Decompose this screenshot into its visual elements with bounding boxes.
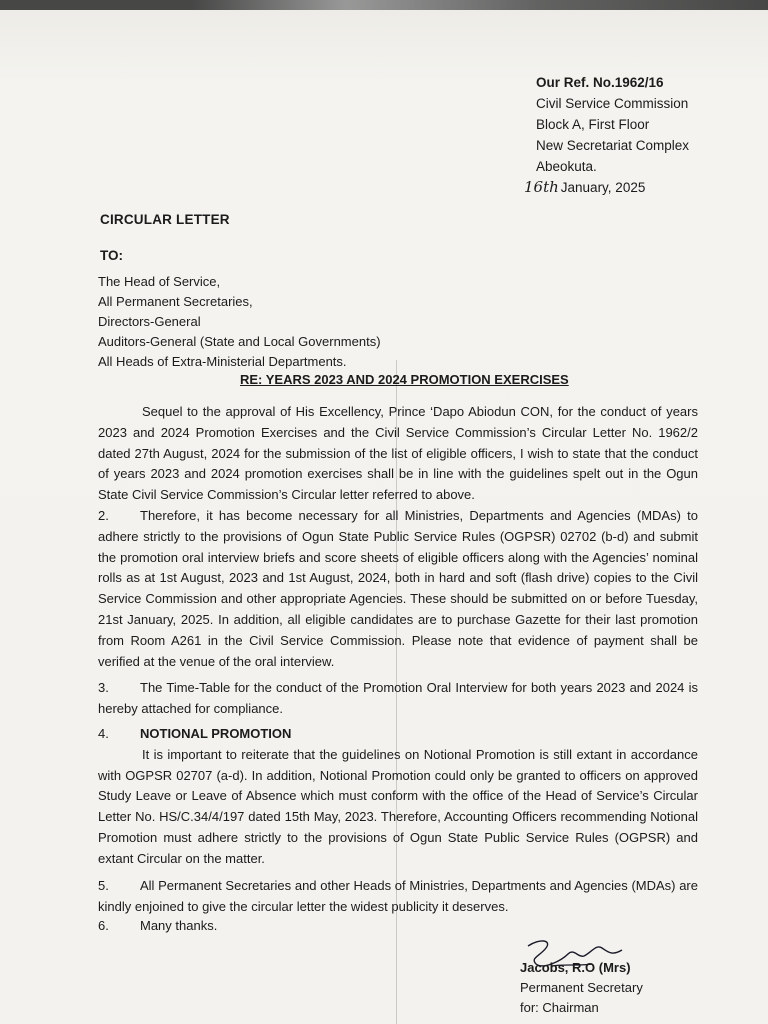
- paragraph-3: [98, 678, 698, 720]
- reference-number: Our Ref. No.1962/16: [536, 75, 664, 90]
- address-line-4: Abeokuta.: [536, 159, 597, 174]
- recipient-item: Auditors-General (State and Local Governments): [98, 334, 381, 349]
- paragraph-5-text: All Permanent Secretaries and other Heads of Ministries, Departments and Agencies (MDAs) are kindly enjoined to give the circular letter the widest publicity it deserves.: [98, 878, 698, 914]
- signatory-for-line: for: Chairman: [520, 1000, 599, 1015]
- recipient-item: All Permanent Secretaries,: [98, 294, 253, 309]
- sender-address-block: [524, 72, 756, 198]
- recipient-item: All Heads of Extra-Ministerial Departments.: [98, 354, 347, 369]
- paragraph-1: [98, 402, 698, 506]
- subject-heading: RE: YEARS 2023 AND 2024 PROMOTION EXERCISES: [240, 372, 569, 387]
- paragraph-6-number: 6.: [98, 918, 109, 933]
- paragraph-3-text: The Time-Table for the conduct of the Promotion Oral Interview for both years 2023 and 2024 is hereby attached for compliance.: [98, 680, 698, 716]
- letter-date: [524, 177, 756, 198]
- signatory-name: Jacobs, R.O (Mrs): [520, 960, 631, 975]
- paragraph-6-text: Many thanks.: [140, 918, 218, 933]
- paragraph-2-number: 2.: [98, 508, 109, 523]
- paragraph-4: [98, 724, 698, 870]
- paragraph-3-number: 3.: [98, 680, 109, 695]
- paragraph-4-text: It is important to reiterate that the guidelines on Notional Promotion is still extant in accordance with OGPSR 02707 (a-d). In addition, Notional Promotion could only be granted to officers on approved Study Leave or Leave of Absence which must conform with the office of the Head of Service’s Circular Letter No. HS/C.34/4/197 dated 15th May, 2023. Therefore, Accounting Officers recommending Notional Promotion must adhere strictly to the provisions of Ogun State Public Service Rules (OGPSR) and extant Circular on the matter.: [98, 746, 698, 866]
- paragraph-4-number: 4.: [98, 726, 109, 741]
- recipients-list: [98, 272, 418, 372]
- signature-block: [520, 958, 720, 1018]
- date-month-year: January, 2025: [560, 180, 646, 195]
- section-title-notional-promotion: NOTIONAL PROMOTION: [140, 726, 292, 741]
- address-line-2: Block A, First Floor: [536, 117, 650, 132]
- address-line-3: New Secretariat Complex: [536, 138, 690, 153]
- signatory-title: Permanent Secretary: [520, 980, 643, 995]
- paragraph-1-text: Sequel to the approval of His Excellency, Prince ‘Dapo Abiodun CON, for the conduct of years 2023 and 2024 Promotion Exercises and the Civil Service Commission’s Circular Letter No. 1962/2 dated 27th August, 2024 for the submission of the list of eligible officers, I wish to state that the conduct of years 2023 and 2024 promotion exercises shall be in line with the guidelines spelt out in the Ogun State Civil Service Commission’s Circular letter referred to above.: [98, 404, 698, 503]
- paragraph-5-number: 5.: [98, 878, 109, 893]
- handwritten-day: 16th: [524, 178, 559, 196]
- recipient-item: Directors-General: [98, 314, 201, 329]
- paragraph-2: [98, 506, 698, 672]
- paragraph-5: [98, 876, 698, 918]
- to-label: TO:: [100, 248, 123, 263]
- recipient-item: The Head of Service,: [98, 274, 221, 289]
- paragraph-2-text: Therefore, it has become necessary for all Ministries, Departments and Agencies (MDAs) to adhere strictly to the provisions of Ogun State Public Service Rules (OGPSR) 02702 (b-d) and submit the promotion oral interview briefs and score sheets of eligible officers along with the Agencies’ nominal rolls as at 1st August, 2023 and 1st August, 2024, both in hard and soft (flash drive) copies to the Civil Service Commission and other appropriate Agencies. These should be submitted on or before Tuesday, 21st January, 2025. In addition, all eligible candidates are to purchase Gazette for their last promotion from Room A261 in the Civil Service Commission. Please note that evidence of payment shall be verified at the venue of the oral interview.: [98, 508, 698, 669]
- scan-edge-shadow: [0, 0, 768, 10]
- letter-type-heading: CIRCULAR LETTER: [100, 212, 230, 227]
- address-line-1: Civil Service Commission: [536, 96, 689, 111]
